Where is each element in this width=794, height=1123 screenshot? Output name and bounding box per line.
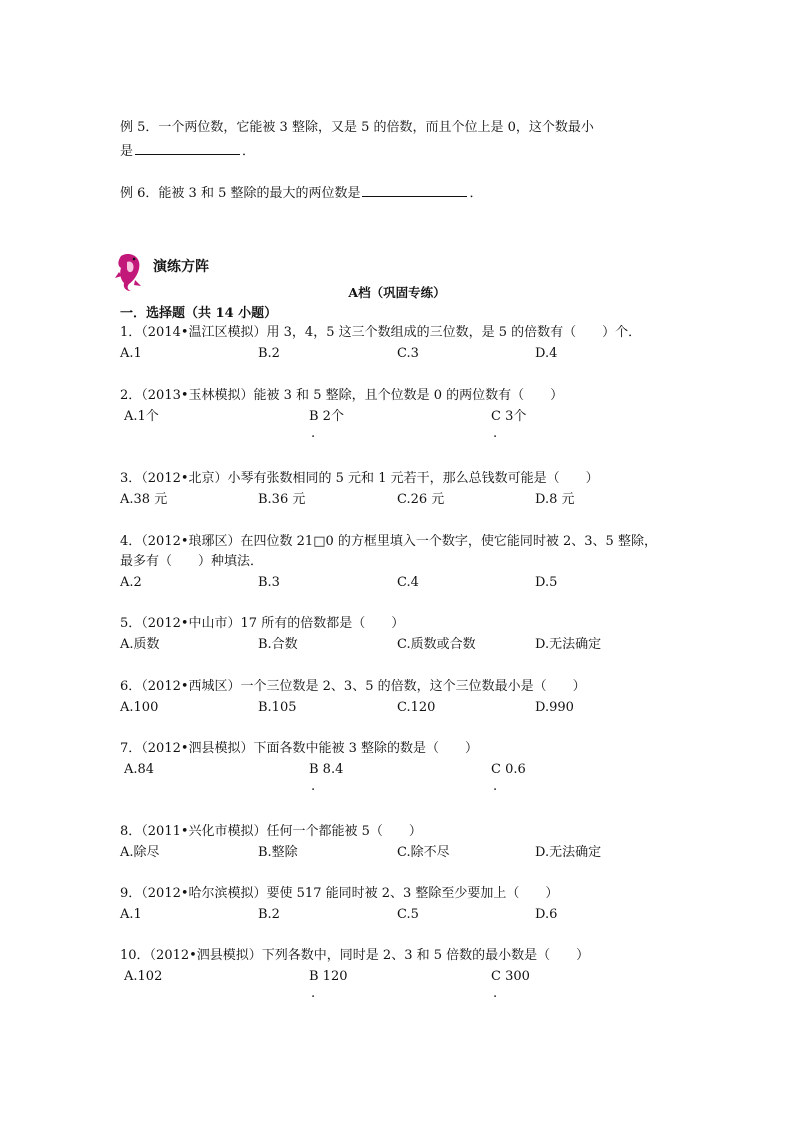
question-6: 6．（2012•西城区）一个三位数是 2、3、5 的倍数，这个三位数最小是（ ） — [120, 679, 586, 694]
question-10: 10．（2012•泗县模拟）下列各数中，同时是 2、3 和 5 倍数的最小数是（ ） — [120, 948, 590, 963]
q7-option-c: C 0.6 — [491, 762, 526, 777]
section-title: 演练方阵 — [153, 259, 209, 275]
q1-option-b: B.2 — [258, 346, 280, 361]
example-5-line-2 — [120, 141, 255, 161]
q8-option-a: A.除尽 — [120, 845, 160, 860]
dot-mark: . — [493, 986, 498, 1001]
q7-option-b: B 8.4 — [309, 762, 344, 777]
example-6-prefix: 例 6．能被 3 和 5 整除的最大的两位数是 — [120, 186, 361, 201]
example-5-line-1: 例 5．一个两位数，它能被 3 整除，又是 5 的倍数，而且个位上是 0，这个数最小 — [120, 120, 594, 135]
answer-blank — [362, 183, 467, 197]
question-4: 4．（2012•琅琊区）在四位数 21□0 的方框里填入一个数字，使它能同时被 2、3、5 整除， — [120, 534, 657, 549]
q1-option-d: D.4 — [535, 346, 558, 361]
example-5-suffix: ． — [242, 144, 256, 159]
example-6-suffix: ． — [469, 186, 483, 201]
q1-option-c: C.3 — [397, 346, 419, 361]
dot-mark: . — [493, 426, 498, 441]
q2-option-c: C 3个 — [491, 409, 527, 424]
q9-option-d: D.6 — [535, 907, 558, 922]
q1-option-a: A.1 — [120, 346, 142, 361]
q4-option-b: B.3 — [258, 575, 280, 590]
q5-option-b: B.合数 — [258, 637, 298, 652]
question-8: 8．（2011•兴化市模拟）任何一个都能被 5（ ） — [120, 824, 422, 839]
example-5-prefix: 是 — [120, 144, 134, 159]
answer-blank — [135, 141, 240, 155]
q5-option-d: D.无法确定 — [535, 637, 602, 652]
q5-option-c: C.质数或合数 — [397, 637, 476, 652]
q2-option-b: B 2个 — [309, 409, 344, 424]
q5-option-a: A.质数 — [120, 637, 160, 652]
q7-option-a: A.84 — [124, 762, 155, 777]
q4-option-d: D.5 — [535, 575, 558, 590]
q3-option-c: C.26 元 — [397, 492, 445, 507]
question-5: 5．（2012•中山市）17 所有的倍数都是（ ） — [120, 616, 405, 631]
question-1: 1．（2014•温江区模拟）用 3，4，5 这三个数组成的三位数，是 5 的倍数有（ ）个． — [120, 325, 642, 340]
question-2: 2．（2013•玉林模拟）能被 3 和 5 整除，且个位数是 0 的两位数有（ ） — [120, 388, 564, 403]
part-title: 一．选择题（共 14 小题） — [120, 306, 278, 321]
example-6-line — [120, 183, 483, 203]
q2-option-a: A.1个 — [124, 409, 159, 424]
q3-option-b: B.36 元 — [258, 492, 306, 507]
question-3: 3．（2012•北京）小琴有张数相同的 5 元和 1 元若干，那么总钱数可能是（ ） — [120, 471, 599, 486]
q9-option-b: B.2 — [258, 907, 280, 922]
dot-mark: . — [311, 986, 316, 1001]
q9-option-a: A.1 — [120, 907, 142, 922]
q6-option-a: A.100 — [120, 700, 159, 715]
dot-mark: . — [493, 779, 498, 794]
q10-option-a: A.102 — [124, 969, 163, 984]
question-7: 7．（2012•泗县模拟）下面各数中能被 3 整除的数是（ ） — [120, 741, 479, 756]
question-4-line-2: 最多有（ ）种填法． — [120, 554, 264, 569]
q4-option-a: A.2 — [120, 575, 142, 590]
q6-option-c: C.120 — [397, 700, 436, 715]
q9-option-c: C.5 — [397, 907, 419, 922]
level-subtitle: A档（巩固专练） — [348, 285, 446, 300]
q8-option-d: D.无法确定 — [535, 845, 602, 860]
dot-mark: . — [311, 426, 316, 441]
q10-option-b: B 120 — [309, 969, 348, 984]
q8-option-b: B.整除 — [258, 845, 298, 860]
question-9: 9．（2012•哈尔滨模拟）要使 517 能同时被 2、3 整除至少要加上（ ） — [120, 886, 559, 901]
q4-option-c: C.4 — [397, 575, 419, 590]
dot-mark: . — [311, 779, 316, 794]
q6-option-b: B.105 — [258, 700, 297, 715]
q3-option-a: A.38 元 — [120, 492, 168, 507]
q3-option-d: D.8 元 — [535, 492, 575, 507]
q8-option-c: C.除不尽 — [397, 845, 450, 860]
q10-option-c: C 300 — [491, 969, 530, 984]
q6-option-d: D.990 — [535, 700, 574, 715]
